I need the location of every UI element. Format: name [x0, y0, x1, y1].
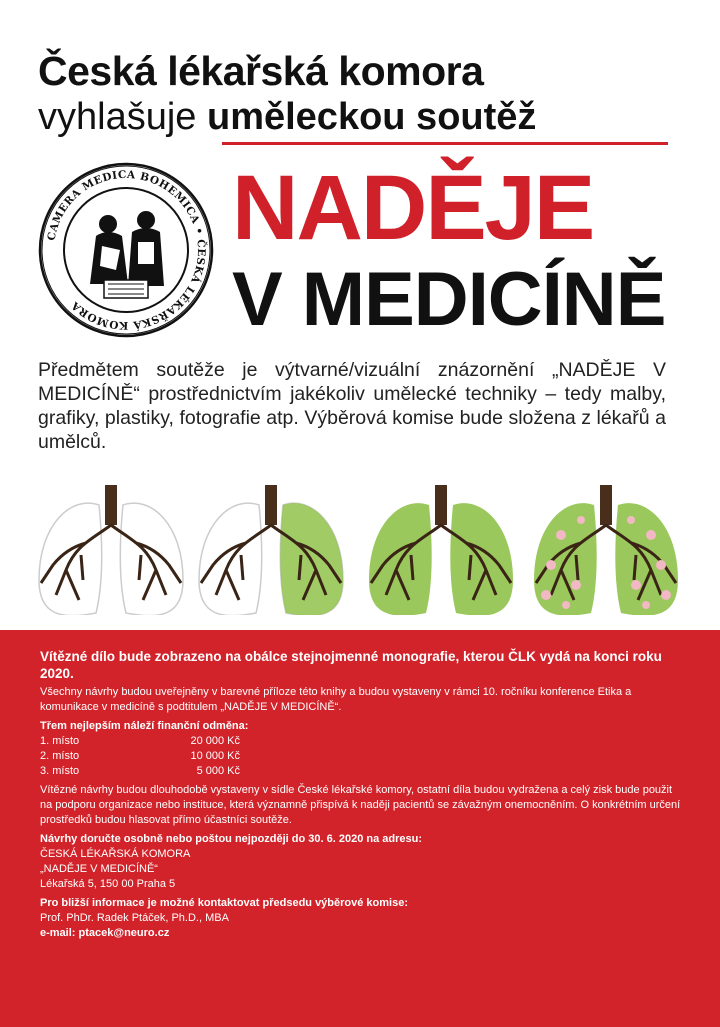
contact-email[interactable]: e-mail: ptacek@neuro.cz	[40, 927, 170, 939]
announce-line	[38, 96, 536, 139]
flowering-lungs-icon	[534, 485, 678, 615]
prizes-heading: Třem nejlepším náleží finanční odměna:	[40, 720, 249, 732]
announce-emphasis: uměleckou soutěž	[206, 96, 537, 138]
intro-text: Předmětem soutěže je výtvarné/vizuální znázornění „NADĚJE V MEDICÍNĚ“ prostřednictvím jakékoliv umělecké techniky – tedy malby, grafiky, plastiky, fotografie atp. Výběrová komise bude složena z lékařů a umělců.	[38, 359, 666, 453]
exhibit-text: Všechny návrhy budou uveřejněny v barevné příloze této knihy a budou vystaveny v rámci 10. ročníku konference Etika a komunikace v medicíně s podtitulem „NADĚJE V MEDICÍNĚ“.	[40, 686, 632, 713]
address-line: Lékařská 5, 150 00 Praha 5	[40, 878, 176, 890]
auction-text: Vítězné návrhy budou dlouhodobě vystaveny v sídle České lékařské komory, ostatní díla budou vydražena a celý zisk bude použit na podporu organizace nebo instituce, která významně přispívá k naději pacientů se závažným onemocněním. O konkrétním určení prostředků budou hlasovat přímo účastníci soutěže.	[40, 784, 681, 826]
address-line: ČESKÁ LÉKAŘSKÁ KOMORA	[40, 848, 191, 860]
prize-amount: 20 000 Kč	[190, 735, 240, 747]
title-line2: V MEDICÍNĚ	[232, 257, 666, 342]
prize-row	[40, 734, 682, 749]
title-underline	[222, 142, 668, 145]
details-panel	[0, 630, 720, 1027]
organization-name: Česká lékařská komora	[38, 48, 484, 94]
announce-lead: vyhlašuje	[38, 96, 197, 138]
prize-place: 1. místo	[40, 735, 80, 747]
contact-name: Prof. PhDr. Radek Ptáček, Ph.D., MBA	[40, 912, 229, 924]
prize-place: 3. místo	[40, 765, 80, 777]
prize-row	[40, 749, 682, 764]
address-line: „NADĚJE V MEDICÍNĚ“	[40, 863, 158, 875]
half-leaf-lungs-icon	[199, 485, 343, 615]
prize-place: 2. místo	[40, 750, 80, 762]
bare-lungs-icon	[39, 485, 183, 615]
seal-icon	[38, 162, 214, 338]
leaf-lungs-icon	[369, 485, 513, 615]
deadline-text: Návrhy doručte osobně nebo poštou nejpozději do 30. 6. 2020 na adresu:	[40, 833, 423, 845]
lungs-illustration	[36, 475, 686, 615]
prize-amount: 5 000 Kč	[196, 765, 240, 777]
details-headline: Vítězné dílo bude zobrazeno na obálce stejnojmenné monografie, kterou ČLK vydá na konci roku 2020.	[40, 649, 662, 681]
seal-inscription: CAMERA MEDICA BOHEMICA • ČESKÁ LÉKAŘSKÁ KOMORA	[45, 168, 208, 332]
contact-heading: Pro bližší informace je možné kontaktovat předsedu výběrové komise:	[40, 897, 409, 909]
title-line1: NADĚJE	[232, 157, 594, 259]
prize-amount: 10 000 Kč	[190, 750, 240, 762]
prize-row	[40, 764, 682, 779]
